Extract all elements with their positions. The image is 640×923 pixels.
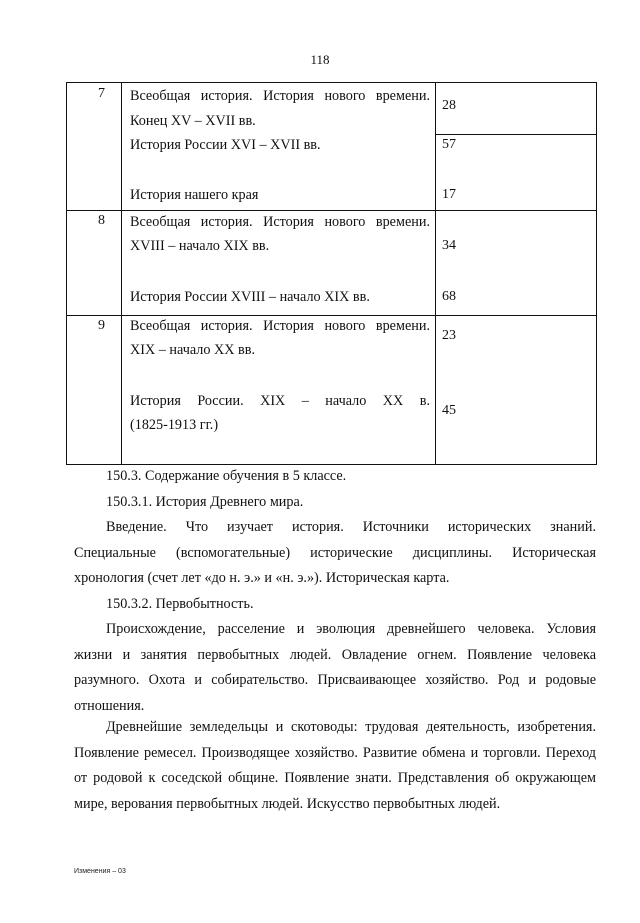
hours-value: 23 bbox=[442, 328, 456, 343]
paragraph-line: Специальные (вспомогательные) исторические дисциплины. Историческая bbox=[74, 544, 596, 561]
paragraph-line: Древнейшие земледельцы и скотоводы: трудовая деятельность, изобретения. bbox=[106, 719, 596, 735]
topic-line: Всеобщая история. История нового времени. bbox=[130, 318, 430, 334]
row-number: 7 bbox=[98, 86, 105, 101]
topic-line: История России. XIX – начало XX в. bbox=[130, 393, 430, 409]
hours-value: 28 bbox=[442, 98, 456, 113]
paragraph-farmers bbox=[74, 715, 596, 817]
topic-line: История России XVI – XVII вв. bbox=[130, 137, 321, 153]
paragraph-line: Введение. Что изучает история. Источники исторических знаний. bbox=[106, 519, 596, 535]
topic-line: XIX – начало XX вв. bbox=[130, 342, 255, 358]
hours-value: 17 bbox=[442, 187, 456, 202]
topic-line: Всеобщая история. История нового времени. bbox=[130, 88, 430, 104]
paragraph-line: разумного. Охота и собирательство. Присваивающее хозяйство. Род и родовые bbox=[74, 672, 596, 688]
page-number: 118 bbox=[310, 52, 330, 67]
row-number: 9 bbox=[98, 318, 105, 333]
paragraph-line: хронология (счет лет «до н. э.» и «н. э.»). Историческая карта. bbox=[74, 570, 450, 586]
paragraph-line: от родовой к соседской общине. Появление знати. Представления об окружающем bbox=[74, 770, 596, 786]
paragraph-line: Появление ремесел. Производящее хозяйство. Развитие обмена и торговли. Переход bbox=[74, 744, 596, 761]
topic-line: Всеобщая история. История нового времени. bbox=[130, 214, 430, 230]
topic-line: Конец XV – XVII вв. bbox=[130, 113, 256, 129]
paragraph-line: жизни и занятия первобытных людей. Овладение огнем. Появление человека bbox=[74, 646, 596, 663]
revision-footer: Изменения – 03 bbox=[74, 868, 126, 875]
paragraph-line: мире, верования первобытных людей. Искусство первобытных людей. bbox=[74, 795, 501, 812]
topic-line: (1825-1913 гг.) bbox=[130, 417, 219, 433]
table-border-left bbox=[66, 82, 67, 465]
paragraph-primitive-people bbox=[74, 617, 596, 719]
topic-line: XVIII – начало XIX вв. bbox=[130, 238, 270, 254]
table-inner-rule bbox=[435, 134, 597, 135]
row-number: 8 bbox=[98, 213, 105, 228]
paragraph-line: отношения. bbox=[74, 697, 145, 714]
paragraph-introduction bbox=[74, 515, 596, 592]
table-col-divider bbox=[121, 82, 122, 465]
topic-line: История России XVIII – начало XIX вв. bbox=[130, 289, 370, 305]
hours-value: 57 bbox=[442, 137, 456, 152]
hours-value: 68 bbox=[442, 289, 456, 304]
table-col-divider bbox=[435, 82, 436, 465]
paragraph-line: Происхождение, расселение и эволюция древнейшего человека. Условия bbox=[106, 621, 596, 637]
section-heading: 150.3.1. История Древнего мира. bbox=[106, 494, 304, 510]
section-heading: 150.3.2. Первобытность. bbox=[106, 596, 254, 612]
hours-value: 45 bbox=[442, 403, 456, 418]
table-border-bottom bbox=[66, 464, 597, 465]
table-border-right bbox=[596, 82, 597, 465]
table-border-top bbox=[66, 82, 597, 83]
hours-value: 34 bbox=[442, 238, 456, 253]
topic-line: История нашего края bbox=[130, 187, 259, 203]
section-heading: 150.3. Содержание обучения в 5 классе. bbox=[106, 468, 347, 484]
